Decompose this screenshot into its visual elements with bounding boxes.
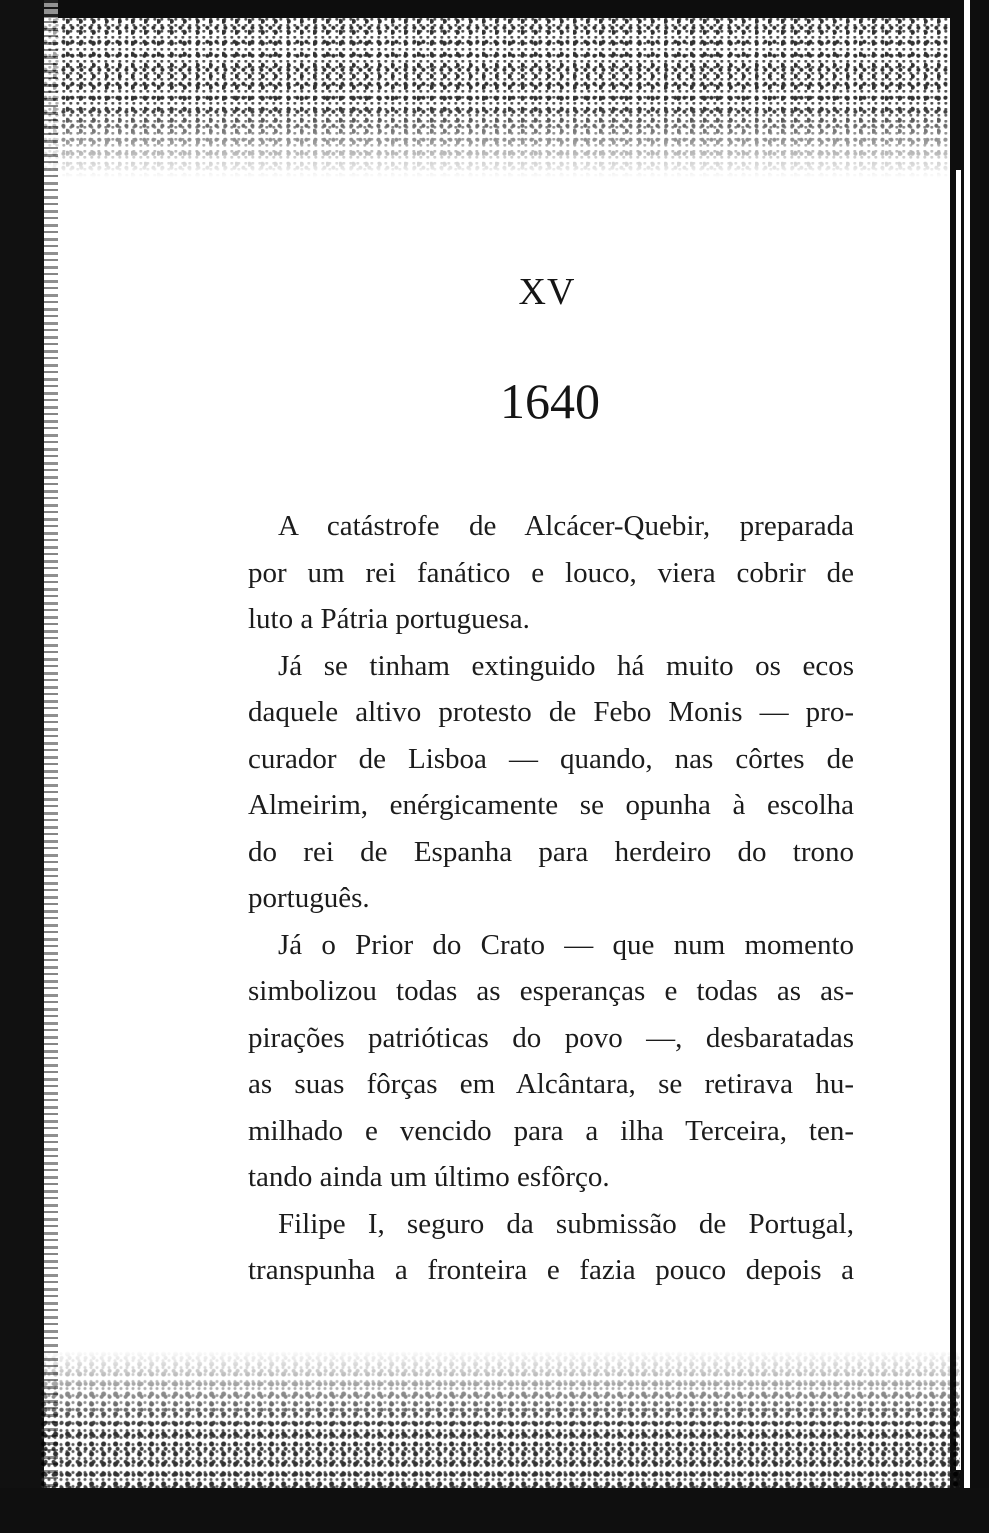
text-line: as suas fôrças em Alcântara, se retirava hu- (248, 1068, 854, 1100)
text-line: português. (248, 882, 370, 914)
text-line: daquele altivo protesto de Febo Monis — pro- (248, 696, 854, 728)
scan-border-left (0, 0, 44, 1533)
scan-border-bottom (0, 1488, 989, 1533)
chapter-title: 1640 (500, 373, 600, 429)
scan-border-left-texture (44, 0, 58, 1533)
text-line: Filipe I, seguro da submissão de Portugal, (278, 1207, 854, 1240)
text-line: pirações patrióticas do povo —, desbaratadas (248, 1021, 854, 1054)
text-line: milhado e vencido para a ilha Terceira, ten- (248, 1114, 854, 1147)
text-line: curador de Lisboa — quando, nas côrtes de (248, 742, 854, 775)
text-line: tando ainda um último esfôrço. (248, 1161, 610, 1193)
text-line: Já se tinham extinguido há muito os ecos (278, 649, 854, 682)
text-line: luto a Pátria portuguesa. (248, 603, 530, 635)
chapter-number: XV (518, 271, 576, 313)
text-line: Almeirim, enérgicamente se opunha à escolha (248, 789, 854, 821)
scan-noise-bottom (40, 1350, 960, 1490)
scan-noise-top (40, 18, 960, 178)
scan-border-right-gap (964, 0, 970, 1533)
text-line: transpunha a fronteira e fazia pouco depois a (248, 1254, 854, 1286)
text-line: do rei de Espanha para herdeiro do trono (248, 835, 854, 868)
text-line: por um rei fanático e louco, viera cobrir de (248, 556, 854, 589)
scan-border-right-line (956, 170, 961, 1470)
body-text (248, 503, 854, 1294)
text-line: simbolizou todas as esperanças e todas as as- (248, 975, 854, 1007)
text-line: Já o Prior do Crato — que num momento (278, 928, 854, 961)
scan-border-top (0, 0, 989, 18)
text-line: A catástrofe de Alcácer-Quebir, preparada (278, 510, 854, 542)
